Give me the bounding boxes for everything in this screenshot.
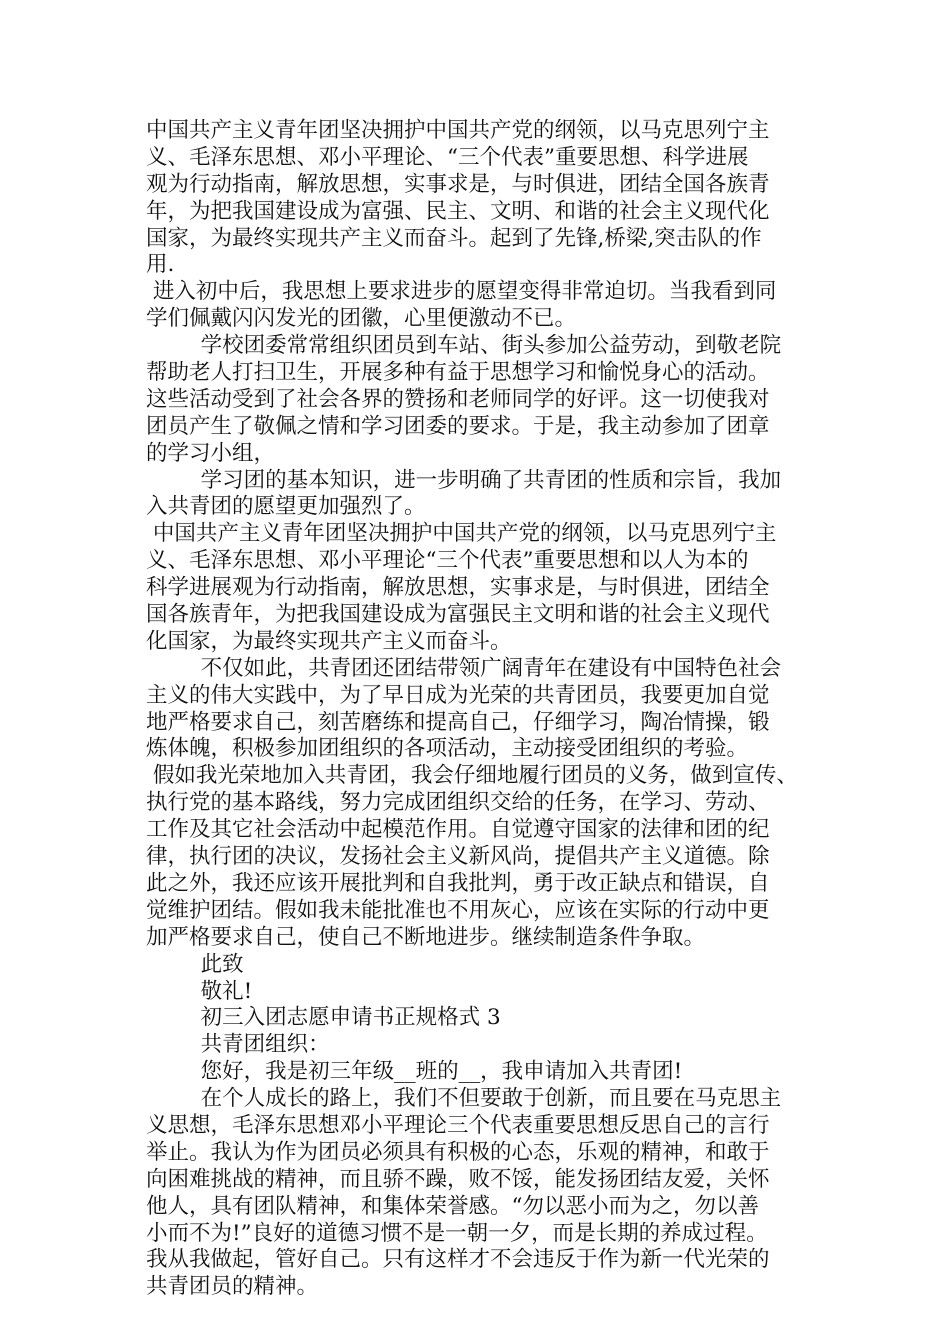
document-line: 国各族青年，为把我国建设成为富强民主文明和谐的社会主义现代: [146, 602, 770, 628]
document-line: 义、毛泽东思想、邓小平理论、“三个代表”重要思想、科学进展: [146, 144, 749, 170]
document-line: 小而不为!”良好的道德习惯不是一朝一夕，而是长期的养成过程。: [146, 1220, 768, 1246]
document-line: 用.: [146, 252, 175, 278]
document-line: 学们佩戴闪闪发光的团徽，心里便激动不已。: [146, 306, 577, 332]
document-line: 义、毛泽东思想、邓小平理论“三个代表”重要思想和以人为本的: [146, 548, 749, 574]
document-line: 中国共产主义青年团坚决拥护中国共产党的纲领，以马克思列宁主: [146, 521, 777, 547]
document-line: 国家，为最终实现共产主义而奋斗。起到了先锋,桥梁,突击队的作: [146, 225, 762, 251]
document-line: 化国家，为最终实现共产主义而奋斗。: [146, 628, 512, 654]
document-line: 义思想，毛泽东思想邓小平理论三个代表重要思想反思自己的言行: [146, 1112, 770, 1138]
document-line: 在个人成长的路上，我们不但要敢于创新，而且要在马克思主: [146, 1086, 782, 1112]
document-line: 他人，具有团队精神，和集体荣誉感。“勿以恶小而为之，勿以善: [146, 1193, 759, 1219]
document-line: 地严格要求自己，刻苦磨练和提高自己，仔细学习，陶冶情操，锻: [146, 709, 770, 735]
document-line: 我从我做起，管好自己。只有这样才不会违反于作为新一代光荣的: [146, 1247, 770, 1273]
document-line: 团员产生了敬佩之情和学习团委的要求。于是，我主动参加了团章: [146, 413, 770, 439]
document-line: 主义的伟大实践中，为了早日成为光荣的共青团员，我要更加自觉: [146, 682, 770, 708]
document-line: 觉维护团结。假如我未能批准也不用灰心，应该在实际的行动中更: [146, 897, 770, 923]
document-line: 律，执行团的决议，发扬社会主义新风尚，提倡共产主义道德。除: [146, 844, 770, 870]
document-line: 向困难挑战的精神，而且骄不躁，败不馁，能发扬团结友爱，关怀: [146, 1166, 770, 1192]
document-line: 学校团委常常组织团员到车站、街头参加公益劳动，到敬老院: [146, 333, 782, 359]
document-line: 您好，我是初三年级__班的__，我申请加入共青团!: [146, 1059, 683, 1085]
document-line: 执行党的基本路线，努力完成团组织交给的任务，在学习、劳动、: [146, 790, 770, 816]
document-line: 敬礼!: [146, 978, 253, 1004]
document-line: 工作及其它社会活动中起模范作用。自觉遵守国家的法律和团的纪: [146, 817, 770, 843]
document-line: 的学习小组，: [146, 440, 276, 466]
document-line: 假如我光荣地加入共青团，我会仔细地履行团员的义务，做到宣传、: [146, 763, 798, 789]
document-line: 年，为把我国建设成为富强、民主、文明、和谐的社会主义现代化: [146, 198, 770, 224]
document-line: 举止。我认为作为团员必须具有积极的心态，乐观的精神，和敢于: [146, 1139, 770, 1165]
document-line: 帮助老人打扫卫生，开展多种有益于思想学习和愉悦身心的活动。: [146, 360, 770, 386]
document-line: 此之外，我还应该开展批判和自我批判，勇于改正缺点和错误，自: [146, 870, 770, 896]
document-line: 这些活动受到了社会各界的赞扬和老师同学的好评。这一切使我对: [146, 386, 770, 412]
document-line: 入共青团的愿望更加强烈了。: [146, 494, 426, 520]
document-line: 科学进展观为行动指南，解放思想，实事求是，与时俱进，团结全: [146, 575, 770, 601]
document-line: 中国共产主义青年团坚决拥护中国共产党的纲领，以马克思列宁主: [146, 118, 770, 143]
document-line: 进入初中后，我思想上要求进步的愿望变得非常迫切。当我看到同: [146, 279, 777, 305]
document-line: 加严格要求自己，使自己不断地进步。继续制造条件争取。: [146, 924, 706, 950]
document-line: 共青团员的精神。: [146, 1274, 319, 1300]
document-line: 炼体魄，积极参加团组织的各项活动，主动接受团组织的考验。: [146, 736, 749, 762]
document-line: 学习团的基本知识，进一步明确了共青团的性质和宗旨，我加: [146, 467, 782, 493]
document-line: 不仅如此，共青团还团结带领广阔青年在建设有中国特色社会: [146, 655, 782, 681]
document-body: [146, 118, 816, 1301]
document-line: 初三入团志愿申请书正规格式 3: [146, 1005, 501, 1031]
document-line: 共青团组织：: [146, 1032, 330, 1058]
document-line: 此致: [146, 951, 244, 977]
document-line: 观为行动指南，解放思想，实事求是，与时俱进，团结全国各族青: [146, 171, 770, 197]
